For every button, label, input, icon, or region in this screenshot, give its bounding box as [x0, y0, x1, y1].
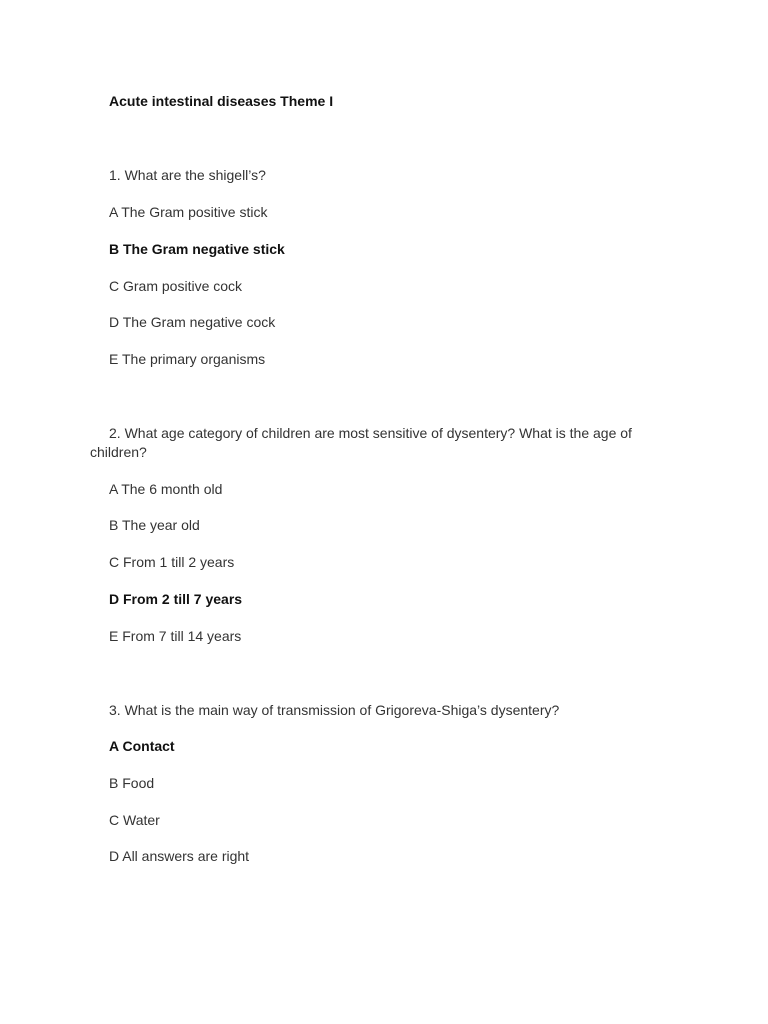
- question-3-option-a-correct: A Contact: [109, 738, 175, 754]
- question-2-option-c: C From 1 till 2 years: [109, 554, 235, 570]
- question-3-option-b: B Food: [109, 775, 155, 791]
- question-2-text: 2. What age category of children are most sensitive of dysentery? What is the age of children?: [90, 425, 632, 460]
- question-3-text: 3. What is the main way of transmission of Grigoreva-Shiga’s dysentery?: [109, 702, 560, 718]
- question-1-option-a: A The Gram positive stick: [109, 204, 268, 220]
- question-2-option-b: B The year old: [109, 517, 200, 533]
- question-3-option-d: D All answers are right: [109, 848, 250, 864]
- question-2-option-e: E From 7 till 14 years: [109, 628, 242, 644]
- question-1-text: 1. What are the shigell’s?: [109, 167, 266, 183]
- question-3-option-c: C Water: [109, 812, 160, 828]
- question-1-option-e: E The primary organisms: [109, 351, 266, 367]
- question-1-option-c: C Gram positive cock: [109, 278, 243, 294]
- question-2-option-a: A The 6 month old: [109, 481, 223, 497]
- question-1-option-b-correct: B The Gram negative stick: [109, 241, 285, 257]
- question-1-option-d: D The Gram negative cock: [109, 314, 276, 330]
- document-title: Acute intestinal diseases Theme I: [109, 93, 334, 109]
- question-2-option-d-correct: D From 2 till 7 years: [109, 591, 243, 607]
